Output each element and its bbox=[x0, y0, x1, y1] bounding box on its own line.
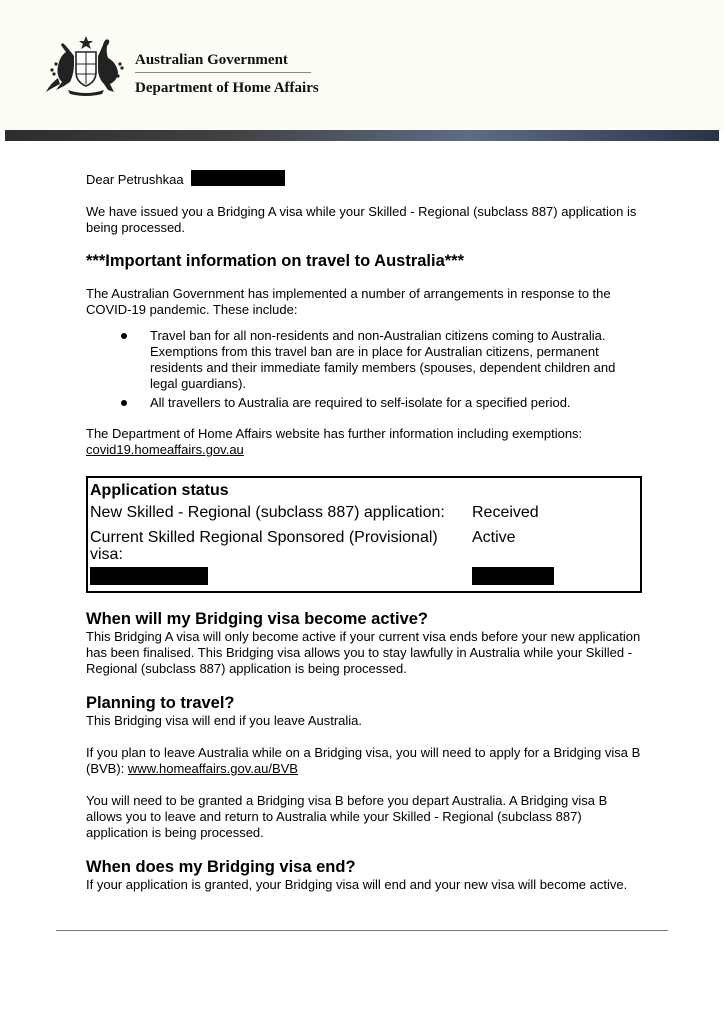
covid-intro: The Australian Government has implemented a number of arrangements in response to the COVID-19 pandemic. These include: bbox=[86, 286, 611, 317]
section-end bbox=[86, 857, 646, 893]
list-item bbox=[150, 328, 646, 392]
website-note bbox=[86, 426, 646, 458]
section-text: This Bridging A visa will only become active if your current visa ends before your new application has been finalised. This Bridging visa allows you to stay lawfully in Australia while your Skilled - Regional (subclass 887) application is being processed. bbox=[86, 629, 641, 676]
covid-measures-list bbox=[86, 328, 646, 411]
status-row bbox=[90, 529, 640, 563]
section-heading: Planning to travel? bbox=[86, 694, 235, 712]
important-heading: ***Important information on travel to Australia*** bbox=[86, 252, 465, 270]
bvb-granted-text: You will need to be granted a Bridging visa B before you depart Australia. A Bridging visa B allows you to leave and return to Australia while your Skilled - Regional (subclass 887) application is being processed. bbox=[86, 793, 608, 840]
section-text: This Bridging visa will end if you leave Australia. bbox=[86, 713, 363, 728]
redacted-surname bbox=[191, 170, 285, 186]
bullet-icon bbox=[121, 400, 127, 406]
bvb-link[interactable]: www.homeaffairs.gov.au/BVB bbox=[127, 761, 298, 776]
status-value: Received bbox=[472, 504, 539, 521]
redacted-row bbox=[90, 565, 640, 587]
bvb-text: If you plan to leave Australia while on a Bridging visa, you will need to apply for a Bridging visa B (BVB): bbox=[86, 745, 641, 776]
status-value: Active bbox=[472, 529, 516, 546]
website-note-text: The Department of Home Affairs website has further information including exemptions: bbox=[86, 426, 583, 441]
section-active bbox=[86, 609, 646, 677]
footer-divider bbox=[56, 930, 668, 931]
redacted-visa-date bbox=[472, 567, 554, 585]
section-heading: When does my Bridging visa end? bbox=[86, 858, 356, 876]
status-label: New Skilled - Regional (subclass 887) application: bbox=[90, 504, 445, 521]
greeting-text: Dear Petrushkaa bbox=[86, 172, 184, 187]
list-item-text: Travel ban for all non-residents and non-Australian citizens coming to Australia. Exemptions from this travel ban are in place for Australian citizens, permanent residents and their immediate family members (spouses, dependent children and legal guardians). bbox=[150, 328, 616, 391]
header-divider bbox=[135, 72, 311, 73]
section-travel bbox=[86, 693, 646, 841]
coat-of-arms-icon bbox=[44, 34, 128, 98]
header-banner bbox=[5, 130, 719, 141]
department-name: Department of Home Affairs bbox=[135, 80, 319, 96]
status-label: Current Skilled Regional Sponsored (Provisional) visa: bbox=[90, 529, 438, 563]
status-heading: Application status bbox=[90, 482, 229, 499]
redacted-visa-number bbox=[90, 567, 208, 585]
application-status-box bbox=[86, 476, 642, 593]
covid-link[interactable]: covid19.homeaffairs.gov.au bbox=[86, 442, 244, 457]
status-row bbox=[90, 504, 640, 521]
bullet-icon bbox=[121, 333, 127, 339]
bvb-paragraph bbox=[86, 745, 646, 777]
list-item bbox=[150, 395, 646, 411]
government-name: Australian Government bbox=[135, 52, 288, 68]
section-heading: When will my Bridging visa become active? bbox=[86, 610, 429, 628]
section-text: If your application is granted, your Bridging visa will end and your new visa will become active. bbox=[86, 877, 628, 892]
list-item-text: All travellers to Australia are required to self-isolate for a specified period. bbox=[150, 395, 571, 410]
issued-notice: We have issued you a Bridging A visa while your Skilled - Regional (subclass 887) application is being processed. bbox=[86, 204, 637, 235]
greeting-line bbox=[86, 170, 646, 188]
letter-body bbox=[86, 170, 646, 893]
